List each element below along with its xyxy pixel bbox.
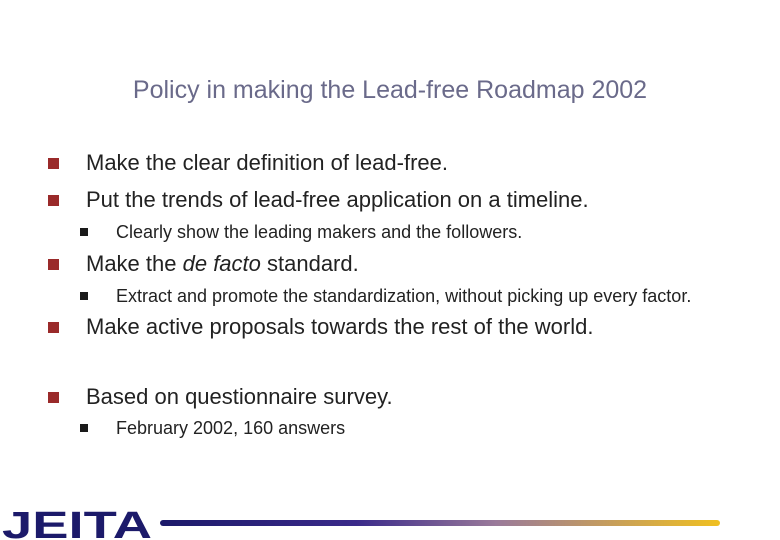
bullet-text-italic: de facto: [182, 251, 261, 276]
bullet-text-before: Make the: [86, 251, 183, 276]
square-bullet-icon: [48, 158, 59, 169]
bullet-item: [86, 384, 393, 410]
bullet-text: Make active proposals towards the rest of the world.: [86, 314, 594, 339]
square-bullet-icon: [48, 322, 59, 333]
sub-bullet-item: [116, 286, 691, 307]
sub-bullet-item: [116, 418, 345, 439]
bullet-item: [86, 314, 593, 340]
sub-bullet-text: Extract and promote the standardization, without picking up every factor.: [116, 286, 692, 306]
bullet-item: [86, 187, 589, 213]
slide-title: Policy in making the Lead-free Roadmap 2002: [132, 76, 648, 104]
square-bullet-icon: [48, 259, 59, 270]
footer-gradient-line: [160, 520, 720, 526]
square-bullet-icon: [80, 424, 88, 432]
bullet-text-after: standard.: [260, 251, 359, 276]
bullet-text: Based on questionnaire survey.: [86, 384, 393, 409]
square-bullet-icon: [48, 392, 59, 403]
square-bullet-icon: [80, 228, 88, 236]
jeita-logo-text: JEITA: [2, 505, 152, 540]
square-bullet-icon: [80, 292, 88, 300]
sub-bullet-item: [116, 222, 522, 243]
bullet-item: [86, 251, 359, 277]
bullet-item: [86, 150, 448, 176]
sub-bullet-text: February 2002, 160 answers: [116, 418, 346, 438]
bullet-text: Make the clear definition of lead-free.: [86, 150, 448, 175]
sub-bullet-text: Clearly show the leading makers and the followers.: [116, 222, 523, 242]
jeita-logo: [0, 504, 158, 540]
bullet-text: Put the trends of lead-free application on a timeline.: [86, 187, 589, 212]
square-bullet-icon: [48, 195, 59, 206]
